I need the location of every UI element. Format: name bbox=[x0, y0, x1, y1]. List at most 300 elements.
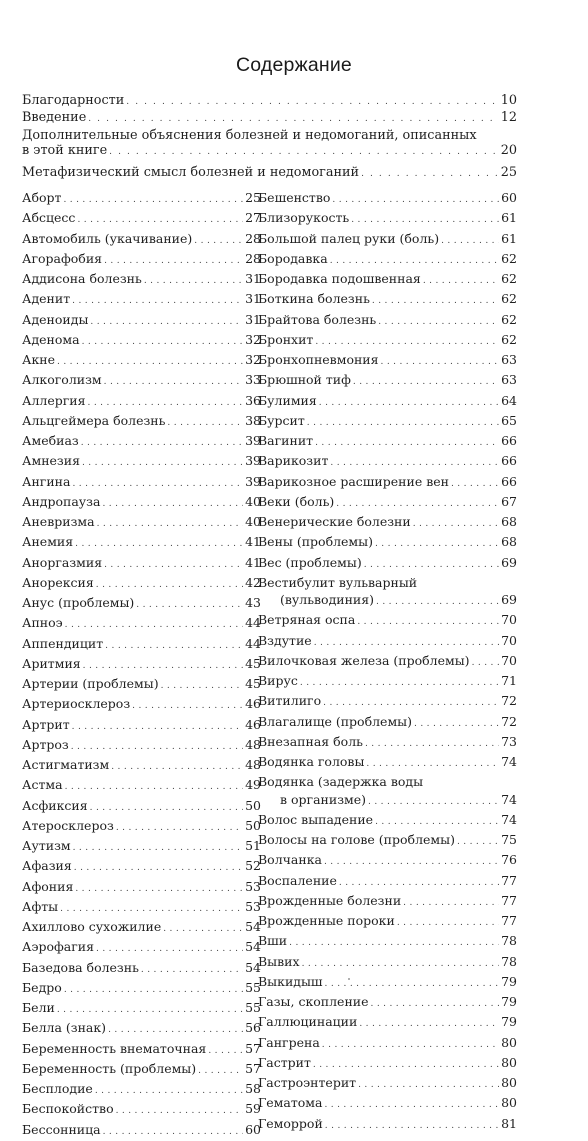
dot-leader bbox=[144, 270, 243, 290]
toc-entry-row bbox=[258, 533, 517, 553]
toc-entry-row bbox=[22, 533, 261, 553]
dot-leader bbox=[88, 110, 498, 127]
paper-speck bbox=[348, 978, 350, 980]
toc-entry-row bbox=[22, 452, 261, 472]
dot-leader bbox=[339, 872, 499, 892]
toc-entry-row bbox=[22, 554, 261, 574]
toc-entry bbox=[22, 797, 261, 817]
toc-entry-row bbox=[22, 1060, 261, 1080]
dot-leader bbox=[313, 1054, 499, 1074]
toc-entry-row bbox=[22, 979, 261, 999]
toc-page-number: 62 bbox=[501, 331, 517, 347]
toc-entry bbox=[258, 1034, 517, 1054]
toc-entry-title: Беременность (проблемы) bbox=[22, 1060, 197, 1076]
toc-page-number: 62 bbox=[501, 271, 517, 286]
toc-entry-row bbox=[258, 753, 517, 773]
toc-entry bbox=[258, 652, 517, 672]
toc-page-number: 31 bbox=[245, 311, 261, 327]
toc-entry-title: Булимия bbox=[258, 392, 317, 408]
toc-entry bbox=[22, 614, 261, 634]
toc-entry bbox=[22, 736, 261, 756]
dot-leader bbox=[319, 392, 499, 412]
toc-page-number: 71 bbox=[501, 673, 517, 688]
toc-entry bbox=[22, 270, 261, 290]
toc-entry bbox=[258, 209, 517, 229]
toc-page-number: 33 bbox=[245, 372, 261, 388]
toc-page-number: 25 bbox=[500, 164, 517, 180]
dot-leader bbox=[322, 1034, 499, 1054]
toc-entry-title: Бронхит bbox=[258, 331, 314, 347]
toc-entry bbox=[258, 432, 517, 452]
toc-entry-title: Базедова болезнь bbox=[22, 959, 139, 975]
toc-page-number: 57 bbox=[245, 1040, 261, 1056]
toc-entry-title: Волосы на голове (проблемы) bbox=[258, 832, 455, 847]
dot-leader bbox=[136, 594, 243, 614]
toc-entry-title: Врожденные пороки bbox=[258, 913, 395, 928]
toc-entry-title: Вывих bbox=[258, 953, 300, 969]
toc-entry-row bbox=[22, 290, 261, 310]
toc-page-number: 49 bbox=[245, 777, 261, 793]
dot-leader bbox=[75, 878, 243, 898]
toc-entry-title: Бедро bbox=[22, 979, 62, 995]
toc-entry-row bbox=[258, 953, 517, 973]
toc-entry-row bbox=[22, 230, 261, 250]
toc-entry-title: Бурсит bbox=[258, 412, 305, 428]
toc-page-number: 63 bbox=[501, 352, 517, 367]
toc-entry bbox=[258, 473, 517, 493]
toc-entry bbox=[258, 973, 517, 993]
toc-page-number: 77 bbox=[501, 892, 517, 908]
toc-entry bbox=[258, 1074, 517, 1094]
toc-entry-title: Вилочковая железа (проблемы) bbox=[258, 652, 470, 668]
toc-entry bbox=[22, 432, 261, 452]
toc-entry bbox=[22, 756, 261, 776]
dot-leader bbox=[141, 959, 243, 979]
dot-leader bbox=[403, 892, 499, 912]
toc-entry-row bbox=[22, 574, 261, 594]
toc-entry-row bbox=[22, 432, 261, 452]
dot-leader bbox=[441, 230, 499, 250]
toc-entry-row bbox=[258, 331, 517, 351]
toc-entry bbox=[258, 1013, 517, 1033]
toc-entry bbox=[22, 898, 261, 918]
toc-page-number: 75 bbox=[501, 832, 517, 847]
dot-leader bbox=[63, 189, 243, 209]
toc-entry-title: Афазия bbox=[22, 858, 72, 874]
toc-entry bbox=[258, 1094, 517, 1114]
toc-entry-row bbox=[22, 695, 261, 715]
toc-page-number: 50 bbox=[245, 797, 261, 813]
toc-page-number: 66 bbox=[501, 473, 517, 489]
toc-entry-row bbox=[258, 452, 517, 472]
toc-entry bbox=[22, 230, 261, 250]
toc-entry bbox=[258, 611, 517, 631]
toc-entry bbox=[258, 831, 517, 851]
toc-entry-row bbox=[258, 831, 517, 851]
toc-entry-row bbox=[22, 999, 261, 1019]
dot-leader bbox=[72, 716, 243, 736]
toc-entry-row bbox=[22, 594, 261, 614]
toc-entry-title: Галлюцинации bbox=[258, 1014, 358, 1030]
toc-page-number: 48 bbox=[245, 736, 261, 752]
dot-leader bbox=[71, 736, 243, 756]
toc-page-number: 72 bbox=[501, 693, 517, 709]
toc-entry bbox=[258, 851, 517, 871]
toc-entry bbox=[22, 93, 517, 110]
toc-entry bbox=[22, 473, 261, 493]
toc-entry bbox=[22, 331, 261, 351]
toc-entry-title: Аноргазмия bbox=[22, 554, 103, 570]
toc-entry bbox=[258, 811, 517, 831]
toc-entry-title: Аденит bbox=[22, 291, 71, 307]
dot-leader bbox=[315, 331, 499, 351]
toc-entry bbox=[22, 857, 261, 877]
toc-page-number: 46 bbox=[245, 716, 261, 732]
toc-entry bbox=[258, 412, 517, 432]
toc-page-number: 62 bbox=[501, 250, 517, 266]
toc-page-number: 44 bbox=[245, 635, 261, 651]
toc-entry-title: Внезапная боль bbox=[258, 733, 363, 749]
toc-page-number: 36 bbox=[245, 392, 261, 408]
dot-leader bbox=[351, 209, 499, 229]
toc-page-number: 12 bbox=[500, 110, 517, 126]
dot-leader bbox=[72, 473, 243, 493]
toc-page-number: 77 bbox=[501, 913, 517, 928]
toc-entry-row bbox=[258, 412, 517, 432]
dot-leader bbox=[375, 811, 499, 831]
toc-entry-title: Вагинит bbox=[258, 433, 314, 448]
toc-entry bbox=[22, 452, 261, 472]
toc-entry-title: Гематома bbox=[258, 1095, 323, 1111]
toc-page-number: 62 bbox=[501, 291, 517, 307]
dot-leader bbox=[161, 675, 244, 695]
toc-entry-row bbox=[258, 1094, 517, 1114]
dot-leader bbox=[414, 713, 499, 733]
front-matter-list bbox=[22, 93, 517, 182]
dot-leader bbox=[72, 290, 243, 310]
dot-leader bbox=[73, 837, 243, 857]
toc-entry-row bbox=[258, 209, 517, 229]
toc-entry-title: Веки (боль) bbox=[258, 493, 335, 509]
dot-leader bbox=[116, 1100, 244, 1120]
toc-entry-title: Астма bbox=[22, 777, 63, 793]
toc-entry bbox=[258, 351, 517, 371]
dot-leader bbox=[323, 692, 499, 712]
toc-entry bbox=[258, 692, 517, 712]
toc-entry-row bbox=[258, 811, 517, 831]
toc-entry-title: Гангрена bbox=[258, 1034, 320, 1050]
dot-leader bbox=[314, 632, 499, 652]
toc-page-number: 57 bbox=[245, 1060, 261, 1076]
dot-leader bbox=[472, 652, 500, 672]
dot-leader bbox=[111, 756, 243, 776]
toc-page-number: 51 bbox=[245, 838, 261, 853]
toc-entry-row bbox=[22, 250, 261, 270]
toc-entry bbox=[22, 412, 261, 432]
toc-entry bbox=[22, 837, 261, 857]
toc-page-number: 69 bbox=[501, 592, 517, 607]
dot-leader bbox=[325, 1115, 499, 1135]
dot-leader bbox=[105, 635, 243, 655]
toc-entry-title: Атеросклероз bbox=[22, 817, 114, 833]
toc-entry-row bbox=[22, 93, 517, 110]
toc-page-number: 72 bbox=[501, 713, 517, 729]
toc-entry-title: Агорафобия bbox=[22, 250, 103, 266]
toc-entry-title: Ангина bbox=[22, 473, 71, 489]
toc-entry-row bbox=[22, 878, 261, 898]
toc-entry-row bbox=[22, 209, 261, 229]
dot-leader bbox=[167, 412, 243, 432]
toc-entry-row bbox=[22, 392, 261, 412]
toc-entry bbox=[258, 993, 517, 1013]
toc-entry-title: Ахиллово сухожилие bbox=[22, 919, 162, 934]
toc-page-number: 70 bbox=[501, 612, 517, 628]
toc-entry-row bbox=[22, 959, 261, 979]
toc-entry-row bbox=[258, 672, 517, 692]
dot-leader bbox=[375, 533, 499, 553]
toc-entry-row bbox=[258, 1054, 517, 1074]
toc-entry-row bbox=[258, 692, 517, 712]
toc-entry-title-line: Вестибулит вульварный bbox=[258, 574, 418, 590]
toc-entry-row bbox=[258, 632, 517, 652]
toc-entry bbox=[258, 230, 517, 250]
toc-entry bbox=[22, 533, 261, 553]
toc-entry-title: Аневризма bbox=[22, 514, 95, 529]
toc-entry-title: Бели bbox=[22, 1000, 55, 1015]
toc-page-number: 70 bbox=[501, 632, 517, 648]
toc-page-number: 68 bbox=[501, 534, 517, 550]
toc-page-number: 27 bbox=[245, 210, 261, 226]
dot-leader bbox=[289, 932, 499, 952]
dot-leader bbox=[96, 574, 243, 594]
toc-entry-row bbox=[258, 513, 517, 533]
toc-entry-title: Врожденные болезни bbox=[258, 892, 402, 908]
toc-page-number: 39 bbox=[245, 433, 261, 448]
toc-entry bbox=[22, 675, 261, 695]
toc-page-number: 45 bbox=[245, 655, 261, 671]
toc-column-right bbox=[258, 189, 517, 1135]
toc-entry-row bbox=[258, 311, 517, 331]
toc-page-number: 52 bbox=[245, 858, 261, 874]
toc-entry-title: Аденома bbox=[22, 331, 80, 347]
dot-leader bbox=[457, 831, 499, 851]
dot-leader bbox=[57, 999, 243, 1019]
toc-entry-row bbox=[22, 635, 261, 655]
dot-leader bbox=[96, 938, 243, 958]
toc-entry-title: Аллергия bbox=[22, 392, 86, 408]
dot-leader bbox=[126, 93, 498, 110]
toc-entry-title: Бессонница bbox=[22, 1121, 101, 1137]
toc-entry bbox=[258, 1054, 517, 1074]
toc-entry bbox=[258, 493, 517, 513]
toc-page-number: 63 bbox=[501, 372, 517, 388]
toc-page-number: 43 bbox=[245, 595, 261, 610]
toc-entry-row bbox=[258, 493, 517, 513]
toc-entry-title: Витилиго bbox=[258, 693, 322, 709]
toc-entry bbox=[22, 554, 261, 574]
toc-entry-row bbox=[258, 892, 517, 912]
toc-entry-title: Венерические болезни bbox=[258, 514, 411, 529]
toc-page-number: 31 bbox=[245, 291, 261, 307]
toc-page-number: 60 bbox=[501, 190, 517, 205]
toc-entry-title: Амнезия bbox=[22, 453, 80, 469]
toc-entry bbox=[22, 655, 261, 675]
toc-entry bbox=[22, 290, 261, 310]
toc-entry bbox=[22, 716, 261, 736]
dot-leader bbox=[324, 1094, 499, 1114]
toc-entry-title: Вены (проблемы) bbox=[258, 534, 373, 550]
toc-entry-row bbox=[22, 493, 261, 513]
dot-leader bbox=[116, 817, 243, 837]
toc-entry-title: Волос выпадение bbox=[258, 811, 374, 827]
toc-entry bbox=[22, 776, 261, 796]
toc-entry bbox=[258, 452, 517, 472]
toc-entry-title: Влагалище (проблемы) bbox=[258, 713, 412, 729]
dot-leader bbox=[330, 452, 499, 472]
dot-leader bbox=[82, 452, 243, 472]
dot-leader bbox=[102, 493, 243, 513]
dot-leader bbox=[77, 209, 243, 229]
toc-entry-row bbox=[258, 652, 517, 672]
toc-page-number: 56 bbox=[245, 1020, 261, 1036]
dot-leader bbox=[330, 250, 499, 270]
toc-entry-row bbox=[258, 432, 517, 452]
dot-leader bbox=[109, 143, 499, 160]
dot-leader bbox=[208, 1040, 243, 1060]
toc-page-number: 66 bbox=[501, 433, 517, 448]
dot-leader bbox=[104, 371, 243, 391]
toc-entry-row bbox=[258, 473, 517, 493]
toc-entry bbox=[258, 872, 517, 892]
toc-entry-title: Анемия bbox=[22, 534, 74, 550]
dot-leader bbox=[315, 432, 499, 452]
toc-page-number: 79 bbox=[501, 994, 517, 1009]
toc-page-number: 42 bbox=[245, 574, 261, 590]
toc-entry-row bbox=[258, 554, 517, 574]
toc-entry-row bbox=[22, 898, 261, 918]
toc-page-number: 80 bbox=[501, 1075, 517, 1090]
toc-entry-title: Вес (проблемы) bbox=[258, 554, 362, 570]
toc-page-number: 66 bbox=[501, 453, 517, 469]
toc-entry bbox=[22, 209, 261, 229]
dot-leader bbox=[366, 753, 499, 773]
toc-entry-row bbox=[22, 473, 261, 493]
toc-page-number: 80 bbox=[501, 1054, 517, 1070]
toc-page-number: 45 bbox=[245, 676, 261, 691]
toc-entry-title: Брайтова болезнь bbox=[258, 311, 377, 327]
toc-entry bbox=[258, 392, 517, 412]
dot-leader bbox=[75, 533, 243, 553]
toc-entry-title: Вши bbox=[258, 933, 288, 949]
toc-entry-title: Аддисона болезнь bbox=[22, 271, 142, 286]
toc-entry-row bbox=[258, 1074, 517, 1094]
toc-entry-row bbox=[258, 351, 517, 371]
toc-page-number: 80 bbox=[501, 1034, 517, 1050]
dot-leader bbox=[300, 672, 499, 692]
toc-entry-row bbox=[258, 1115, 517, 1135]
dot-leader bbox=[65, 776, 244, 796]
dot-leader bbox=[361, 165, 499, 182]
toc-entry-title: Аппендицит bbox=[22, 635, 104, 651]
toc-entry-title: Аритмия bbox=[22, 655, 81, 671]
toc-page-number: 74 bbox=[501, 791, 517, 807]
toc-page-number: 76 bbox=[501, 852, 517, 868]
dot-leader bbox=[371, 993, 500, 1013]
toc-entry-title: Беспокойство bbox=[22, 1101, 114, 1117]
dot-leader bbox=[194, 230, 243, 250]
toc-entry-row bbox=[258, 973, 517, 993]
dot-leader bbox=[357, 611, 499, 631]
toc-entry-row bbox=[22, 311, 261, 331]
dot-leader bbox=[104, 250, 243, 270]
toc-page-number: 61 bbox=[501, 230, 517, 246]
dot-leader bbox=[307, 412, 499, 432]
dot-leader bbox=[302, 953, 500, 973]
toc-entry bbox=[22, 250, 261, 270]
toc-entry-row bbox=[22, 371, 261, 391]
toc-page-number: 70 bbox=[501, 652, 517, 668]
toc-entry bbox=[258, 371, 517, 391]
toc-entry-row bbox=[22, 736, 261, 756]
toc-entry-row bbox=[22, 1100, 261, 1120]
toc-entry-title: Метафизический смысл болезней и недомоганий bbox=[22, 164, 360, 180]
toc-entry-row bbox=[22, 1019, 261, 1039]
toc-entry-row bbox=[22, 270, 261, 290]
toc-entry bbox=[258, 773, 517, 811]
toc-entry-title: Бронхопневмония bbox=[258, 352, 379, 367]
toc-entry bbox=[22, 392, 261, 412]
toc-entry-title: Гастрит bbox=[258, 1054, 311, 1070]
toc-entry bbox=[22, 938, 261, 958]
toc-entry-title: Бесплодие bbox=[22, 1081, 93, 1096]
toc-entry-title: в организме) bbox=[280, 791, 367, 807]
toc-entry-title: Выкидыш bbox=[258, 973, 323, 989]
toc-entry-title: Астигматизм bbox=[22, 757, 110, 772]
toc-entry-title: Боткина болезнь bbox=[258, 291, 370, 307]
dot-leader bbox=[65, 614, 243, 634]
dot-leader bbox=[81, 432, 243, 452]
toc-entry bbox=[258, 632, 517, 652]
toc-entry bbox=[22, 493, 261, 513]
toc-entry bbox=[258, 1115, 517, 1135]
toc-entry-title: Водянка головы bbox=[258, 754, 365, 769]
toc-entry-row bbox=[258, 1034, 517, 1054]
toc-entry-row bbox=[22, 331, 261, 351]
toc-entry-title: Бешенство bbox=[258, 190, 331, 205]
toc-entry-row bbox=[258, 250, 517, 270]
toc-entry-row bbox=[22, 797, 261, 817]
toc-entry-title: Артроз bbox=[22, 736, 69, 752]
toc-entry bbox=[258, 290, 517, 310]
toc-page-number: 60 bbox=[245, 1121, 261, 1137]
toc-entry-row bbox=[258, 371, 517, 391]
toc-entry bbox=[22, 1019, 261, 1039]
toc-entry bbox=[258, 270, 517, 290]
toc-page-number: 38 bbox=[245, 412, 261, 428]
toc-entry bbox=[22, 1100, 261, 1120]
toc-page-number: 50 bbox=[245, 817, 261, 833]
toc-page-number: 74 bbox=[501, 811, 517, 827]
toc-page-number: 28 bbox=[245, 230, 261, 246]
toc-entry-title: Введение bbox=[22, 110, 87, 126]
dot-leader bbox=[413, 513, 499, 533]
toc-entry-row bbox=[22, 857, 261, 877]
dot-leader bbox=[324, 851, 499, 871]
toc-page-number: 54 bbox=[245, 939, 261, 955]
toc-entry bbox=[258, 574, 517, 612]
toc-entry-row bbox=[258, 912, 517, 932]
toc-entry-title: Абсцесс bbox=[22, 210, 76, 226]
